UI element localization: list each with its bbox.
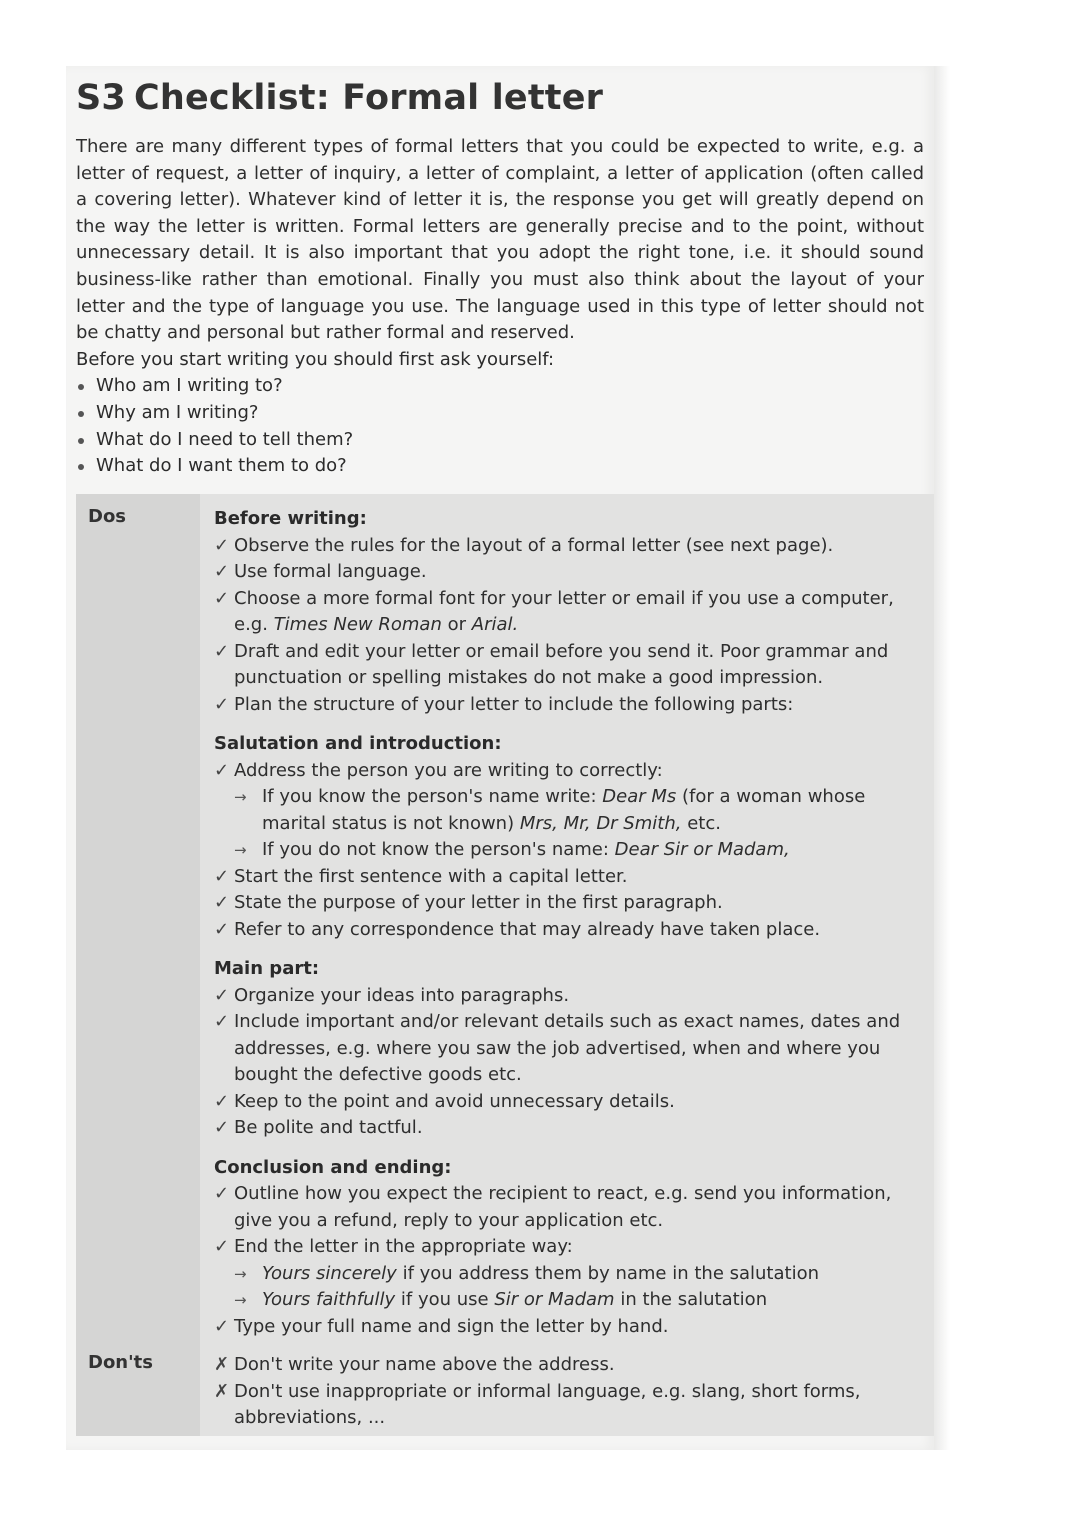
arrow-right-icon: →	[234, 788, 247, 806]
list-item: ✓ Type your full name and sign the letter by hand.	[214, 1314, 924, 1341]
list-item: Who am I writing to?	[76, 373, 924, 400]
cross-icon: ✗	[214, 1380, 230, 1402]
check-icon: ✓	[214, 561, 230, 582]
page-title	[76, 78, 924, 118]
list-item: What do I need to tell them?	[76, 427, 924, 454]
list-item: ✓ Choose a more formal font for your letter or email if you use a computer, e.g. Times New Roman or Arial.	[214, 587, 894, 635]
check-icon: ✓	[214, 918, 230, 940]
check-icon: ✓	[214, 1117, 230, 1138]
intro-paragraph: There are many different types of formal letters that you could be expected to write, e.g. a letter of request, a letter of inquiry, a letter of complaint, a letter of application (often called a covering letter). Whatever kind of letter it is, the response you get will greatly depend on the way the letter is written. Formal letters are generally precise and to the point, without unnecessary detail. It is also important that you adopt the right tone, i.e. it should sound business-like rather than emotional. Finally you must also think about the layout of your letter and the type of language you use. The language used in this type of letter should not be chatty and personal but rather formal and reserved.	[76, 136, 924, 344]
page-content	[76, 78, 924, 480]
bullet-icon	[78, 411, 84, 417]
section-heading: Salutation and introduction:	[214, 733, 502, 754]
section-code: S3	[76, 78, 126, 118]
before-writing-section	[214, 506, 924, 718]
question-list	[76, 373, 924, 479]
list-item: ✓ Address the person you are writing to correctly:	[214, 758, 924, 785]
label-column	[76, 494, 200, 1436]
check-icon: ✓	[214, 984, 230, 1006]
list-item: ✓ Plan the structure of your letter to include the following parts:	[214, 692, 924, 719]
arrow-right-icon: →	[234, 1264, 247, 1283]
check-icon: ✓	[214, 1183, 230, 1204]
section-heading: Main part:	[214, 958, 320, 979]
list-item: ✓ Draft and edit your letter or email before you send it. Poor grammar and punctuation or spelling mistakes do not make a good impression.	[214, 640, 889, 688]
checklist-table	[76, 494, 934, 1436]
bullet-icon	[78, 438, 84, 444]
dos-cell	[214, 506, 924, 1353]
list-item: ✓ Start the first sentence with a capital letter.	[214, 864, 924, 891]
main-part-section	[214, 956, 924, 1142]
list-item: ✗ Don't use inappropriate or informal language, e.g. slang, short forms, abbreviations, ...	[214, 1380, 861, 1428]
list-item: ✓ Include important and/or relevant details such as exact names, dates and addresses, e.g. where you saw the job advertised, when and where you bought the defective goods etc.	[214, 1011, 901, 1085]
sub-item: → Yours sincerely if you address them by name in the salutation	[214, 1261, 924, 1288]
donts-cell	[214, 1352, 924, 1432]
list-item: ✓ State the purpose of your letter in the first paragraph.	[214, 890, 924, 917]
dos-label: Dos	[88, 506, 127, 527]
check-icon: ✓	[214, 534, 230, 556]
bullet-icon	[78, 384, 84, 390]
check-icon: ✓	[214, 1315, 230, 1337]
list-item: ✓ Organize your ideas into paragraphs.	[214, 983, 924, 1010]
check-icon: ✓	[214, 587, 230, 609]
cross-icon: ✗	[214, 1354, 230, 1375]
list-item: ✓ Observe the rules for the layout of a formal letter (see next page).	[214, 533, 924, 560]
list-item: ✗ Don't write your name above the address.	[214, 1352, 924, 1379]
arrow-right-icon: →	[234, 1291, 247, 1309]
check-icon: ✓	[214, 759, 230, 781]
arrow-right-icon: →	[234, 841, 247, 859]
check-icon: ✓	[214, 640, 230, 662]
check-icon: ✓	[214, 1011, 230, 1032]
sub-item: → If you do not know the person's name: Dear Sir or Madam,	[214, 837, 924, 864]
section-heading: Conclusion and ending:	[214, 1156, 452, 1178]
sub-item: → If you know the person's name write: Dear Ms (for a woman whose marital status is not known) Mrs, Mr, Dr Smith, etc.	[234, 786, 866, 834]
list-item: ✓ End the letter in the appropriate way:	[214, 1234, 924, 1261]
donts-label: Don'ts	[88, 1352, 153, 1373]
check-icon: ✓	[214, 693, 230, 715]
section-heading: Before writing:	[214, 508, 367, 529]
title-text: Checklist: Formal letter	[133, 78, 604, 118]
check-icon: ✓	[214, 865, 230, 887]
list-item: ✓ Be polite and tactful.	[214, 1115, 924, 1142]
sub-item: → Yours faithfully if you use Sir or Madam in the salutation	[214, 1287, 924, 1314]
list-item: ✓ Refer to any correspondence that may already have taken place.	[214, 917, 924, 944]
list-item: What do I want them to do?	[76, 453, 924, 480]
list-item: ✓ Outline how you expect the recipient to react, e.g. send you information, give you a refund, reply to your application etc.	[214, 1183, 892, 1231]
check-icon: ✓	[214, 1090, 230, 1112]
list-item: ✓ Keep to the point and avoid unnecessary details.	[214, 1089, 924, 1116]
salutation-section	[214, 731, 924, 943]
page	[66, 66, 934, 1450]
check-icon: ✓	[214, 1236, 230, 1257]
page-edge-shadow	[934, 66, 950, 1450]
list-item: ✓ Use formal language.	[214, 559, 924, 586]
list-item: Why am I writing?	[76, 400, 924, 427]
questions-lead: Before you start writing you should first ask yourself:	[76, 348, 555, 370]
check-icon: ✓	[214, 892, 230, 913]
conclusion-section	[214, 1155, 924, 1341]
bullet-icon	[78, 464, 84, 470]
